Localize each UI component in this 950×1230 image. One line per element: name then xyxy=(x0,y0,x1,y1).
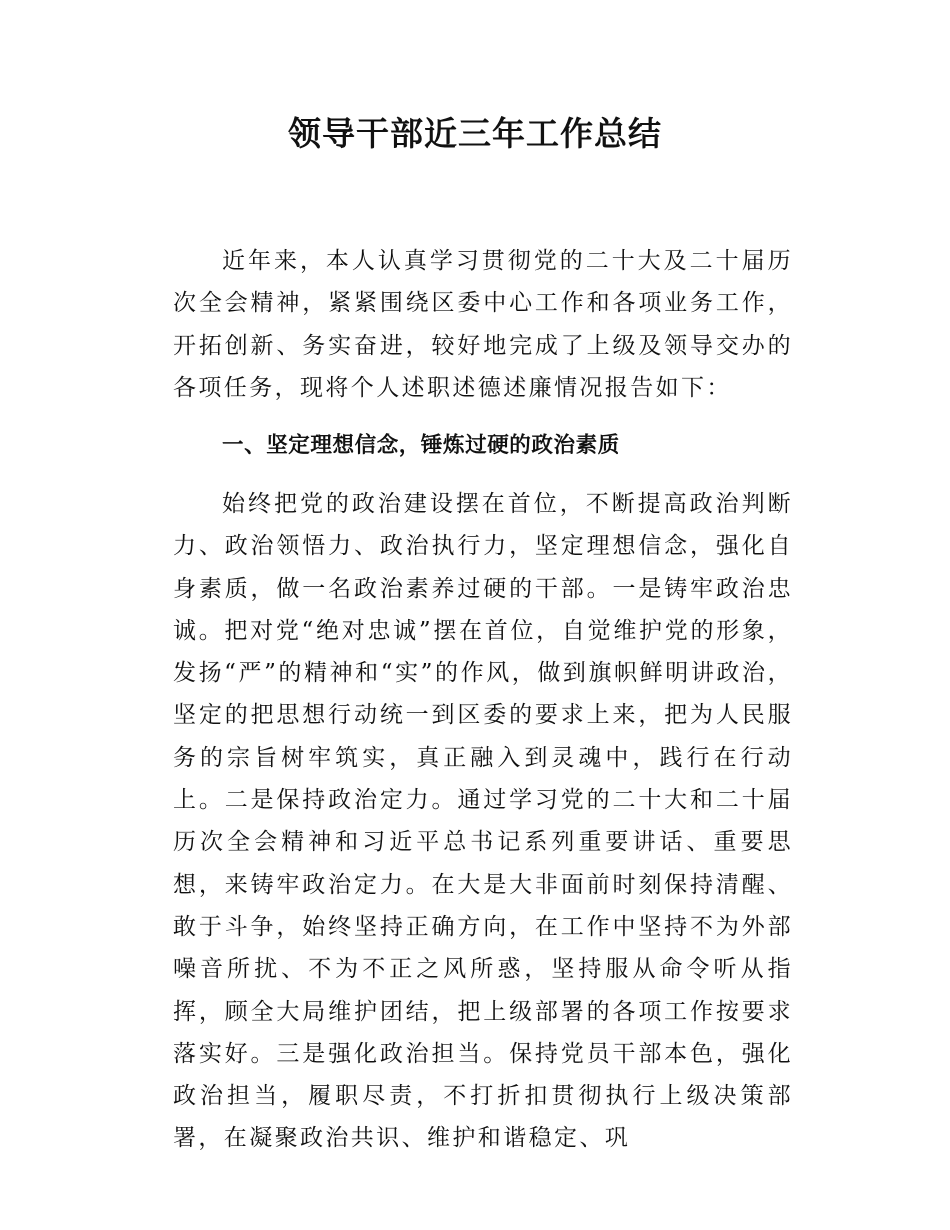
document-title: 领导干部近三年工作总结 xyxy=(288,114,662,153)
section-paragraph: 始终把党的政治建设摆在首位，不断提高政治判断力、政治领悟力、政治执行力，坚定理想信念，强化自身素质，做一名政治素养过硬的干部。一是铸牢政治忠诚。把对党“绝对忠诚”摆在首位，自觉维护党的形象，发扬“严”的精神和“实”的作风，做到旗帜鲜明讲政治，坚定的把思想行动统一到区委的要求上来，把为人民服务的宗旨树牢筑实，真正融入到灵魂中，践行在行动上。二是保持政治定力。通过学习党的二十大和二十届历次全会精神和习近平总书记系列重要讲话、重要思想，来铸牢政治定力。在大是大非面前时刻保持清醒、敢于斗争，始终坚持正确方向，在工作中坚持不为外部噪音所扰、不为不正之风所惑，坚持服从命令听从指挥，顾全大局维护团结，把上级部署的各项工作按要求落实好。三是强化政治担当。保持党员干部本色，强化政治担当，履职尽责，不打折扣贯彻执行上级决策部署，在凝聚政治共识、维护和谐稳定、巩 xyxy=(173,491,793,1152)
section-heading: 一、坚定理想信念，锤炼过硬的政治素质 xyxy=(222,433,620,458)
intro-paragraph: 近年来，本人认真学习贯彻党的二十大及二十届历次全会精神，紧紧围绕区委中心工作和各项业务工作，开拓创新、务实奋进，较好地完成了上级及领导交办的各项任务，现将个人述职述德述廉情况报告如下： xyxy=(173,248,793,401)
